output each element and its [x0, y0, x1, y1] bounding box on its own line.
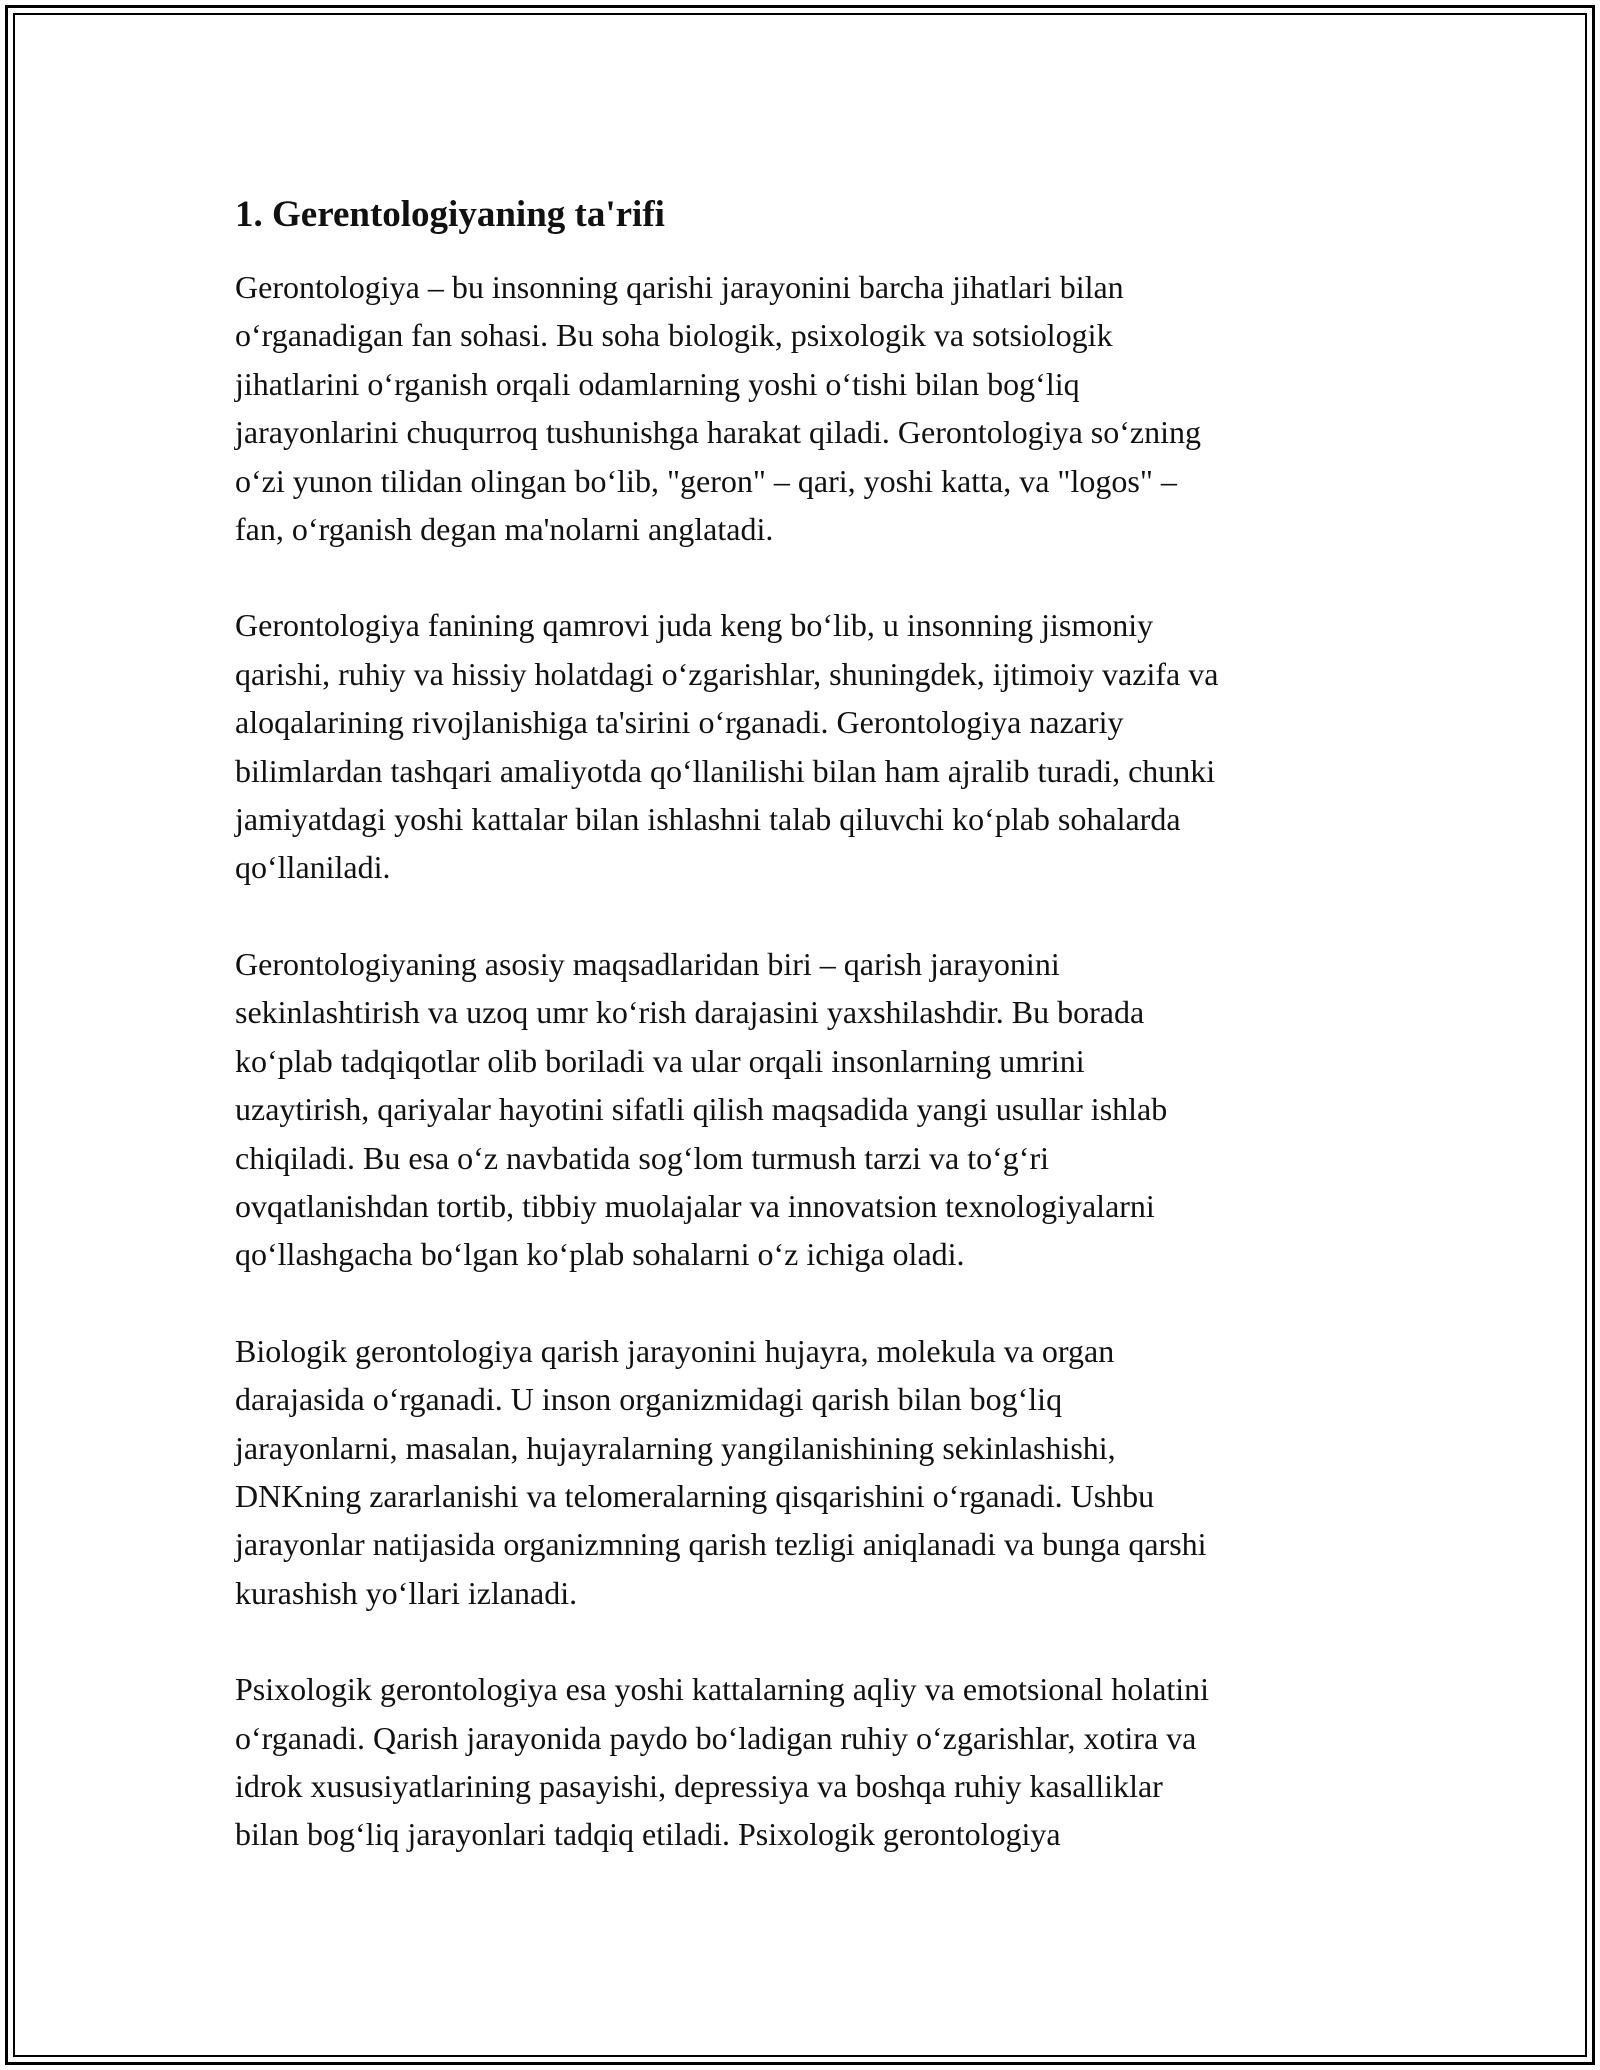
- document-body: [235, 188, 1375, 1859]
- paragraph-biological: Biologik gerontologiya qarish jarayonini hujayra, molekula va organ darajasida o‘rganadi. U inson organizmidagi qarish bilan bog‘liq jarayonlarni, masalan, hujayralarning yangilanishining sekinlashishi, DNKning zararlanishi va telomeralarning qisqarishini o‘rganadi. Ushbu jarayonlar natijasida organizmning qarish tezligi aniqlanadi va bunga qarshi kurashish yo‘llari izlanadi.: [235, 1332, 1207, 1611]
- paragraph-scope: Gerontologiya fanining qamrovi juda keng bo‘lib, u insonning jismoniy qarishi, ruhiy va hissiy holatdagi o‘zgarishlar, shuningdek, ijtimoiy vazifa va aloqalarining rivojlanishiga ta'sirini o‘rganadi. Gerontologiya nazariy bilimlardan tashqari amaliyotda qo‘llanilishi bilan ham ajralib turadi, chunki jamiyatdagi yoshi kattalar bilan ishlashni talab qiluvchi ko‘plab sohalarda qo‘llaniladi.: [235, 607, 1219, 886]
- paragraph-definition: Gerontologiya – bu insonning qarishi jarayonini barcha jihatlari bilan o‘rganadigan fan sohasi. Bu soha biologik, psixologik va sotsiologik jihatlarini o‘rganish orqali odamlarning yoshi o‘tishi bilan bog‘liq jarayonlarini chuqurroq tushunishga harakat qiladi. Gerontologiya so‘zning o‘zi yunon tilidan olingan bo‘lib, "geron" – qari, yoshi katta, va "logos" – fan, o‘rganish degan ma'nolarni anglatadi.: [235, 269, 1201, 548]
- section-heading: 1. Gerentologiyaning ta'rifi: [235, 194, 665, 235]
- paragraph-psychological: Psixologik gerontologiya esa yoshi kattalarning aqliy va emotsional holatini o‘rganadi. Qarish jarayonida paydo bo‘ladigan ruhiy o‘zgarishlar, xotira va idrok xususiyatlarining pasayishi, depressiya va boshqa ruhiy kasalliklar bilan bog‘liq jarayonlari tadqiq etiladi. Psixologik gerontologiya: [235, 1671, 1210, 1853]
- paragraph-goals: Gerontologiyaning asosiy maqsadlaridan biri – qarish jarayonini sekinlashtirish va uzoq umr ko‘rish darajasini yaxshilashdir. Bu borada ko‘plab tadqiqotlar olib boriladi va ular orqali insonlarning umrini uzaytirish, qariyalar hayotini sifatli qilish maqsadida yangi usullar ishlab chiqiladi. Bu esa o‘z navbatida sog‘lom turmush tarzi va to‘g‘ri ovqatlanishdan tortib, tibbiy muolajalar va innovatsion texnologiyalarni qo‘llashgacha bo‘lgan ko‘plab sohalarni o‘z ichiga oladi.: [235, 945, 1168, 1273]
